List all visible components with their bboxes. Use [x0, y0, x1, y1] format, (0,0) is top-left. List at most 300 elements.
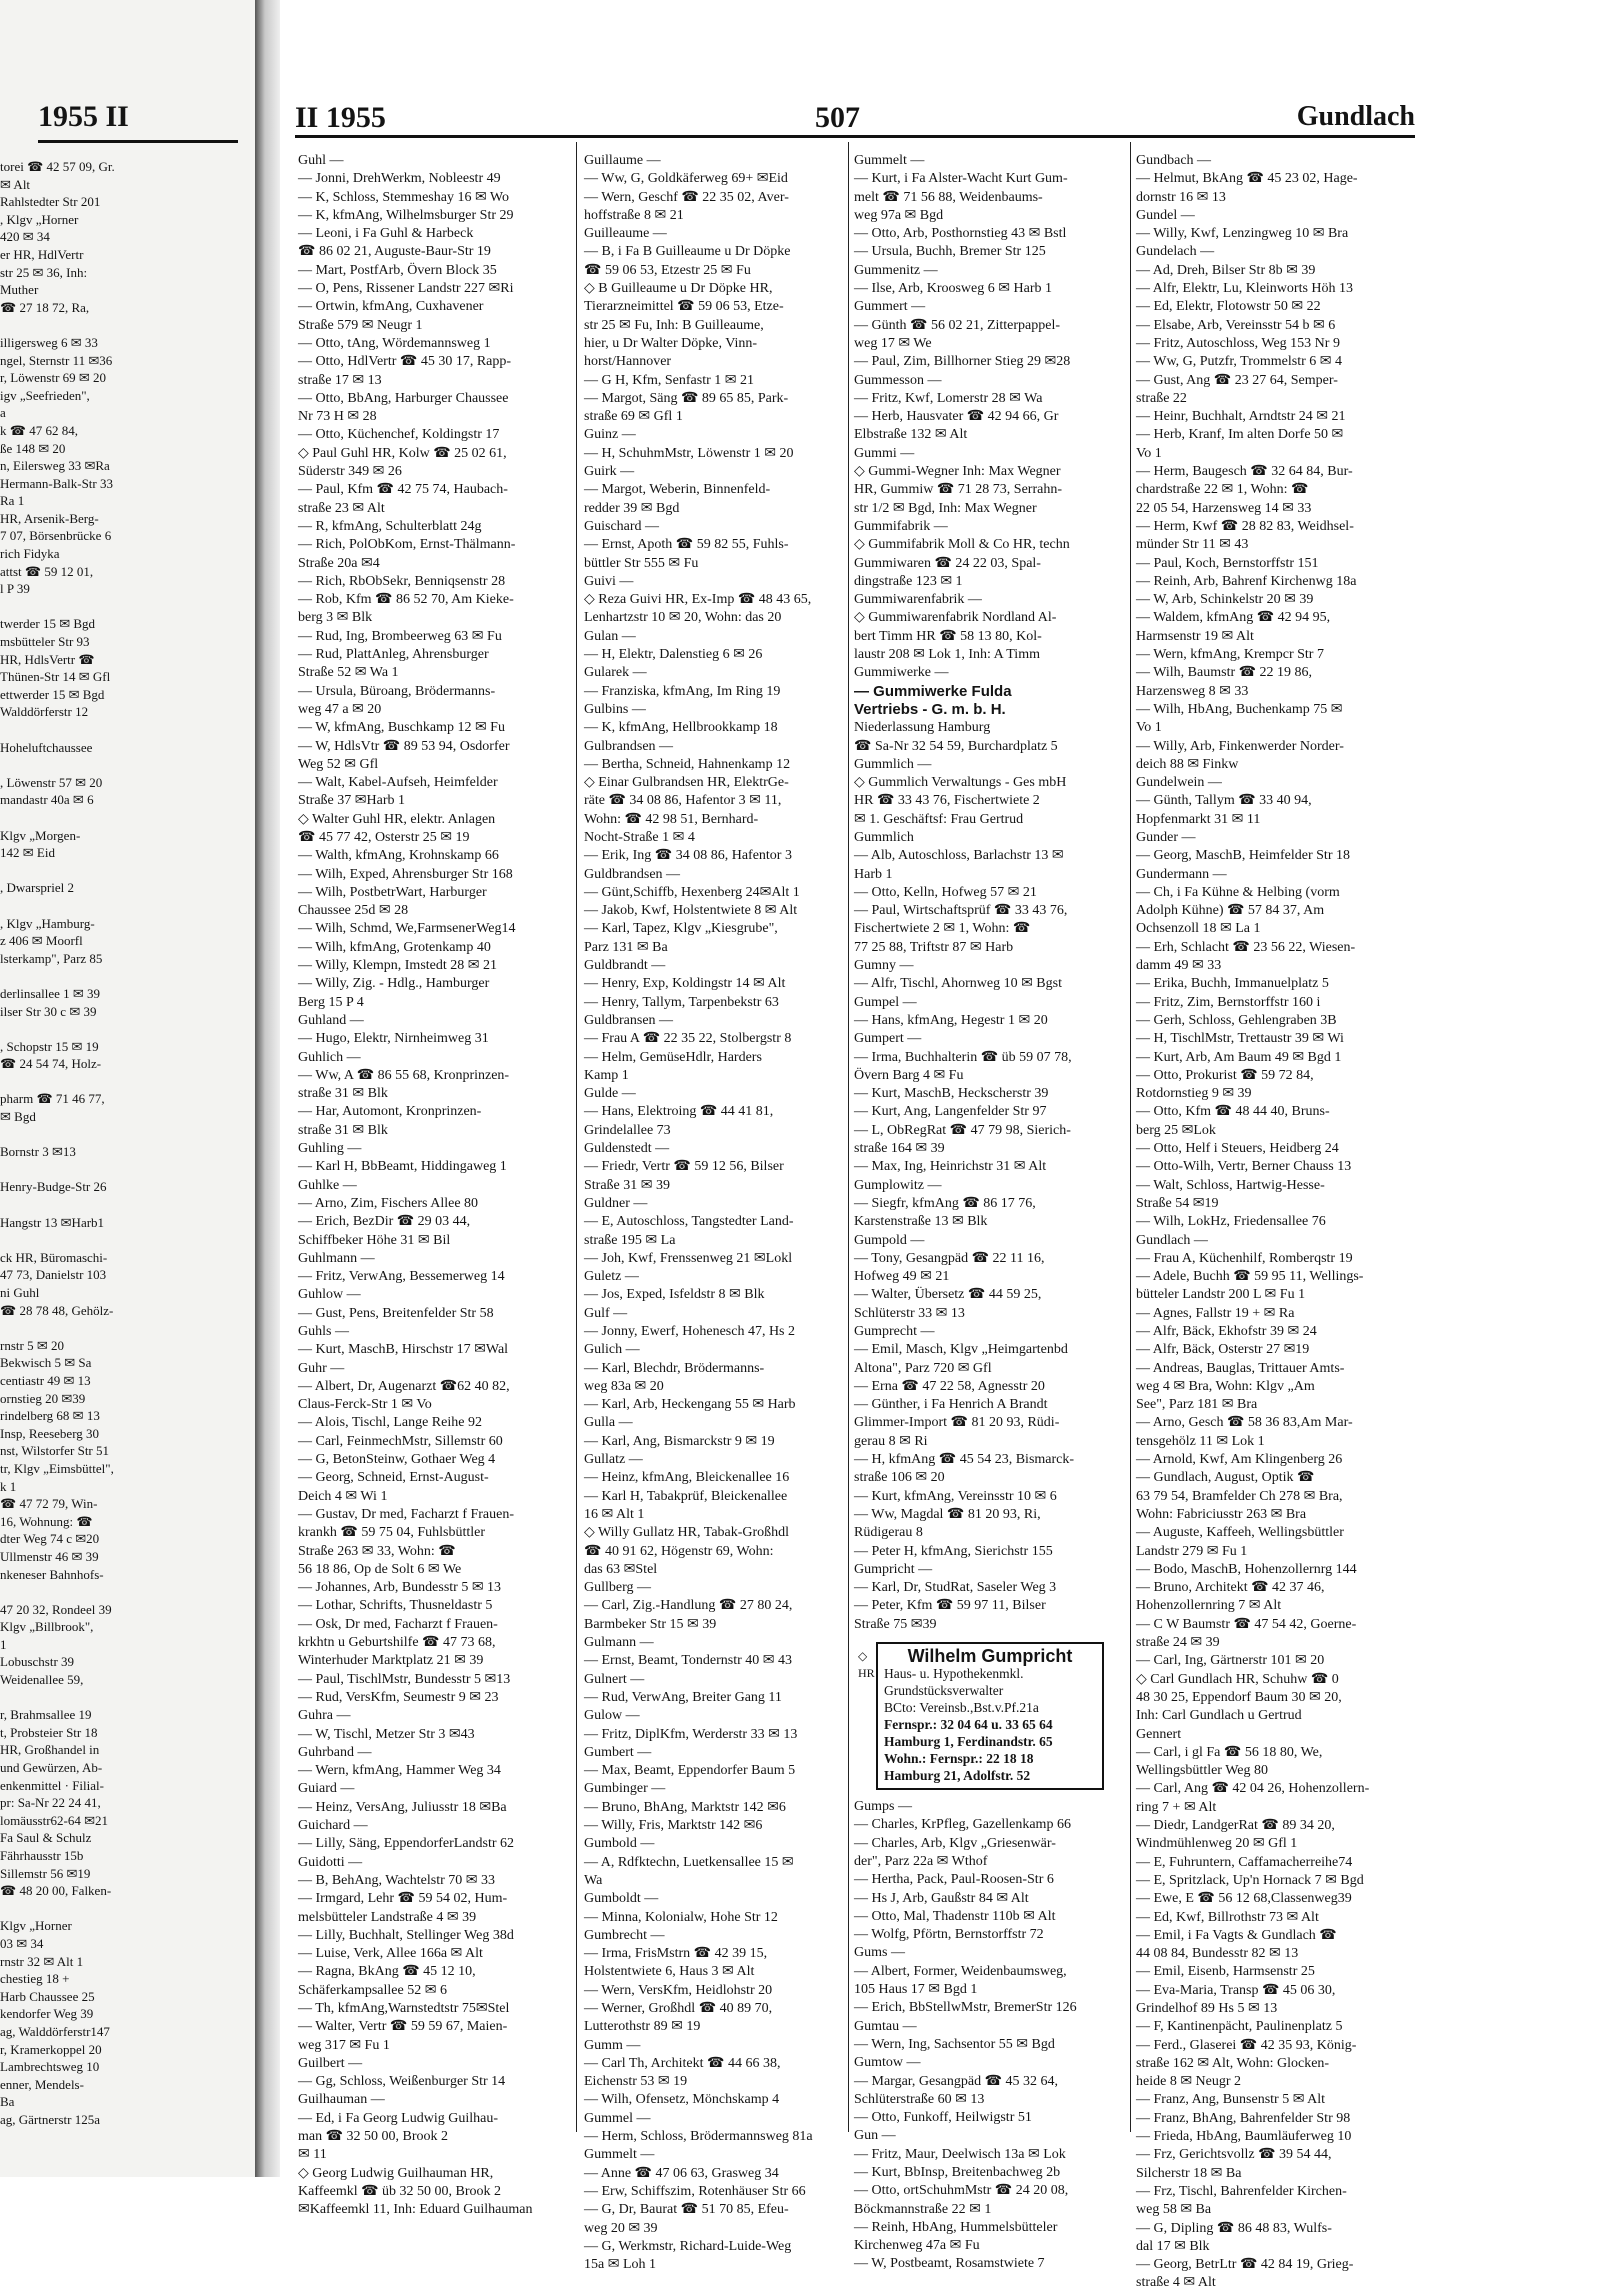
facing-page-line: Henry-Budge-Str 26: [0, 1179, 107, 1195]
directory-entry-line: — Albert, Former, Weidenbaumsweg,: [854, 1963, 1067, 1979]
directory-entry-line: — Ww, A ☎ 86 55 68, Kronprinzen-: [298, 1067, 510, 1083]
directory-entry-line: — Anne ☎ 47 06 63, Grasweg 34: [584, 2165, 779, 2181]
directory-entry-line: weg 97a ✉ Bgd: [854, 207, 944, 223]
facing-page-line: r, Kramerkoppel 20: [0, 2041, 102, 2057]
directory-entry-line: weg 47 a ✉ 20: [298, 701, 382, 717]
directory-entry-line: — Ursula, Buchh, Bremer Str 125: [854, 244, 1046, 260]
directory-entry-line: Fischertwiete 2 ✉ 1, Wohn: ☎: [854, 921, 1031, 937]
directory-column-1: [298, 152, 568, 2218]
directory-entry-line: Gumtow —: [854, 2055, 921, 2071]
directory-entry-line: — Har, Automont, Kronprinzen-: [298, 1104, 482, 1120]
directory-entry-line: Gumpricht —: [854, 1561, 933, 1577]
directory-entry-line: büttler Str 555 ✉ Fu: [584, 555, 699, 571]
facing-page-line: ✉ Alt: [0, 176, 31, 192]
directory-entry-line: — Mart, PostfArb, Övern Block 35: [298, 262, 497, 278]
directory-entry-line: Straße 54 ✉19: [1136, 1195, 1219, 1211]
directory-entry-line: — W, kfmAng, Buschkamp 12 ✉ Fu: [298, 720, 505, 736]
directory-entry-line: — Carl, Zig.-Handlung ☎ 27 80 24,: [584, 1598, 793, 1614]
directory-entry-line: Inh: Carl Gundlach u Gertrud: [1136, 1708, 1302, 1724]
facing-page-line: [0, 1689, 245, 1707]
directory-entry-line: — Walter, Vertr ☎ 59 59 67, Maien-: [298, 2019, 508, 2035]
ad-title: Wilhelm Gumpricht: [907, 1646, 1073, 1667]
directory-entry-line: — Peter H, kfmAng, Sierichstr 155: [854, 1543, 1053, 1559]
facing-page-line: Hoheluftchaussee: [0, 739, 93, 755]
facing-page-line: [0, 967, 245, 985]
directory-entry-line: — Charles, KrPfleg, Gazellenkamp 66: [854, 1817, 1071, 1833]
directory-entry-line: — W, Postbeamt, Rosamstwiete 7: [854, 2256, 1045, 2272]
facing-page-line: ck HR, Büromaschi-: [0, 1249, 108, 1265]
directory-entry-line: ☎ 45 77 42, Osterstr 25 ✉ 19: [298, 829, 470, 845]
directory-entry-line: — G, BetonSteinw, Gothaer Weg 4: [298, 1452, 496, 1468]
directory-entry-line: hier, u Dr Walter Döpke, Vinn-: [584, 335, 758, 351]
directory-entry-line: — Otto, Arb, Posthornstieg 43 ✉ Bstl: [854, 226, 1067, 242]
directory-entry-line: — Rob, Kfm ☎ 86 52 70, Am Kieke-: [298, 592, 514, 608]
directory-entry-line: — Adele, Buchh ☎ 59 95 11, Wellings-: [1136, 1269, 1364, 1285]
facing-page-line: pr: Sa-Nr 22 24 41,: [0, 1795, 101, 1811]
directory-entry-line: Gumpert —: [854, 1031, 922, 1047]
directory-entry-line: — Karl, Arb, Heckengang 55 ✉ Harb: [584, 1397, 796, 1413]
directory-entry-line: krkhtn u Geburtshilfe ☎ 47 73 68,: [298, 1635, 496, 1651]
directory-entry-line: — O, Pens, Rissener Landstr 227 ✉Ri: [298, 281, 514, 297]
directory-entry-line: — Bodo, MaschB, Hohenzollernrg 144: [1136, 1561, 1357, 1577]
directory-entry-line: ◇ Georg Ludwig Guilhauman HR,: [298, 2165, 494, 2181]
directory-entry-line: Straße 75 ✉39: [854, 1616, 937, 1632]
directory-entry-line: — Wilh, Baumstr ☎ 22 19 86,: [1136, 665, 1313, 681]
directory-entry-line: Weg 52 ✉ Gfl: [298, 756, 379, 772]
directory-entry-line: Gumm —: [584, 2037, 641, 2053]
directory-entry-line: — B, i Fa B Guilleaume u Dr Döpke: [584, 244, 791, 260]
directory-entry-line: 16 ✉ Alt 1: [584, 1506, 645, 1522]
directory-entry-line: — Ferd., Glaserei ☎ 42 35 93, König-: [1136, 2037, 1357, 2053]
directory-entry-line: Berg 15 P 4: [298, 994, 364, 1010]
directory-entry-line: — Wern, kfmAng, Hammer Weg 34: [298, 1763, 501, 1779]
facing-page-line: [0, 809, 245, 827]
directory-entry-line: Parz 131 ✉ Ba: [584, 939, 668, 955]
facing-page-line: ag, Walddörferstr147: [0, 2023, 110, 2039]
directory-entry-line: — Osk, Dr med, Facharzt f Frauen-: [298, 1616, 498, 1632]
directory-entry-line: — Arnold, Kwf, Am Klingenberg 26: [1136, 1452, 1343, 1468]
directory-entry-line: — Karl, Tapez, Klgv „Kiesgrube",: [584, 921, 778, 937]
facing-page-line: [0, 1583, 245, 1601]
facing-page-line: , Klgv „Hamburg-: [0, 915, 95, 931]
directory-entry-line: — Kurt, Ang, Langenfelder Str 97: [854, 1104, 1047, 1120]
directory-entry-line: Windmühlenweg 20 ✉ Gfl 1: [1136, 1836, 1298, 1852]
directory-entry-line: chardstraße 22 ✉ 1, Wohn: ☎: [1136, 482, 1309, 498]
directory-entry-line: — Hans, kfmAng, Hegestr 1 ✉ 20: [854, 1012, 1048, 1028]
facing-page-line: 47 20 32, Rondeel 39: [0, 1601, 112, 1617]
directory-entry-line: — Rud, Ing, Brombeerweg 63 ✉ Fu: [298, 628, 502, 644]
directory-entry-line: straße 23 ✉ Alt: [298, 500, 385, 516]
facing-page-line: Lambrechtsweg 10: [0, 2059, 100, 2075]
directory-entry-line: Guivi —: [584, 573, 634, 589]
directory-entry-line: Guinz —: [584, 427, 636, 443]
directory-entry-line: Gumtau —: [854, 2018, 917, 2034]
page-header: [295, 95, 1415, 138]
directory-entry-line: 15a ✉ Loh 1: [584, 2257, 656, 2273]
directory-entry-line: deich 88 ✉ Finkw: [1136, 756, 1239, 772]
facing-page-line: [0, 897, 245, 915]
directory-entry-line: ◇ B Guilleaume u Dr Döpke HR,: [584, 281, 773, 297]
directory-entry-line: Kaffeemkl ☎ üb 32 50 00, Brook 2: [298, 2183, 502, 2199]
directory-entry-line: — Diedr, LandgerRat ☎ 89 34 20,: [1136, 1818, 1335, 1834]
directory-entry-line: — Emil, i Fa Vagts & Gundlach ☎: [1136, 1927, 1337, 1943]
directory-entry-line: — Andreas, Bauglas, Trittauer Amts-: [1136, 1360, 1345, 1376]
directory-entry-line: Gulbins —: [584, 701, 646, 717]
directory-entry-line: Gumboldt —: [584, 1891, 659, 1907]
directory-entry-line: Harb 1: [854, 866, 893, 882]
directory-entry-line: Gulla —: [584, 1415, 633, 1431]
facing-page-line: 7 07, Börsenbrücke 6: [0, 528, 112, 544]
directory-entry-line: — Max, Ing, Heinrichstr 31 ✉ Alt: [854, 1159, 1047, 1175]
directory-entry-line: — Heinz, VersAng, Juliusstr 18 ✉Ba: [298, 1799, 507, 1815]
facing-page-line: ☎ 47 72 79, Win-: [0, 1496, 98, 1512]
directory-entry-line: Schiffbeker Höhe 31 ✉ Bil: [298, 1232, 451, 1248]
directory-entry-line: Silcherstr 18 ✉ Ba: [1136, 2165, 1242, 2181]
directory-entry-line: Gumpold —: [854, 1232, 925, 1248]
directory-entry-line: Guiard —: [298, 1781, 355, 1797]
directory-entry-line: Hohenzollernring 7 ✉ Alt: [1136, 1598, 1282, 1614]
directory-entry-line: Gulan —: [584, 628, 636, 644]
directory-entry-line: ✉ 1. Geschäftsf: Frau Gertrud: [854, 811, 1024, 827]
directory-column-2: [584, 152, 854, 2273]
facing-page-line: rnstr 32 ✉ Alt 1: [0, 1953, 84, 1969]
directory-entry-line: Gumprecht —: [854, 1324, 935, 1339]
directory-entry-line: Nr 73 H ✉ 28: [298, 409, 377, 425]
directory-entry-line: — Georg, Schneid, Ernst-August-: [298, 1470, 489, 1486]
directory-entry-line: Gumbinger —: [584, 1781, 666, 1797]
directory-entry-line: krankh ☎ 59 75 04, Fuhlsbüttler: [298, 1525, 485, 1541]
directory-entry-line: — Willy, Arb, Finkenwerder Norder-: [1136, 738, 1344, 754]
directory-entry-line: — Jonni, DrehWerkm, Nobleestr 49: [298, 171, 501, 187]
directory-entry-line: ◇ Carl Gundlach HR, Schuhw ☎ 0: [1136, 1671, 1339, 1687]
facing-page-line: 1: [0, 1636, 7, 1652]
directory-entry-line: 77 25 88, Triftstr 87 ✉ Harb: [854, 939, 1014, 955]
directory-entry-line: — Erw, Schiffszim, Rotenhäuser Str 66: [584, 2183, 806, 2199]
directory-entry-line: Rotdornstieg 9 ✉ 39: [1136, 1086, 1252, 1102]
facing-page-line: Hangstr 13 ✉Harb1: [0, 1214, 105, 1230]
directory-entry-line: ◇ Gummiwarenfabrik Nordland Al-: [854, 610, 1057, 626]
facing-page-line: ag, Gärtnerstr 125a: [0, 2111, 100, 2127]
directory-entry-line: HR, Gummiw ☎ 71 28 73, Serrahn-: [854, 482, 1062, 498]
directory-entry-line: straße 164 ✉ 39: [854, 1141, 945, 1157]
directory-entry-line: — Lilly, Buchhalt, Stellinger Weg 38d: [298, 1927, 514, 1943]
directory-entry-line: — Alfr, Elektr, Lu, Kleinworts Höh 13: [1136, 281, 1354, 297]
directory-entry-line: ☎ Sa-Nr 32 54 59, Burchardplatz 5: [854, 738, 1058, 754]
directory-entry-line: — Kurt, i Fa Alster-Wacht Kurt Gum-: [854, 171, 1068, 187]
facing-page-line: Ba: [0, 2094, 15, 2110]
directory-entry-line: Guilleaume —: [584, 226, 667, 242]
directory-entry-line: — Otto, Prokurist ☎ 59 72 84,: [1136, 1067, 1314, 1083]
directory-entry-line: ☎ 86 02 21, Auguste-Baur-Str 19: [298, 244, 491, 260]
facing-page-line: dter Weg 74 c ✉20: [0, 1531, 100, 1547]
directory-entry-line: Harmsenstr 19 ✉ Alt: [1136, 628, 1254, 644]
ad-marker: ◇ HR: [858, 1649, 875, 1681]
directory-entry-line: — W, Arb, Schinkelstr 20 ✉ 39: [1136, 592, 1314, 608]
directory-entry-line: — Wern, Ing, Sachsentor 55 ✉ Bgd: [854, 2036, 1055, 2052]
directory-entry-line: — Gustav, Dr med, Facharzt f Frauen-: [298, 1506, 515, 1522]
facing-page-line: , Klgv „Horner: [0, 211, 79, 227]
directory-entry-line: — H, SchuhmMstr, Löwenstr 1 ✉ 20: [584, 445, 794, 461]
facing-page-line: l P 39: [0, 581, 30, 597]
directory-entry-line: — Günth ☎ 56 02 21, Zitterpappel-: [854, 317, 1061, 333]
directory-entry-line: melt ☎ 71 56 88, Weidenbaums-: [854, 189, 1043, 205]
facing-page-line: [0, 1319, 245, 1337]
facing-page-line: t, Probsteier Str 18: [0, 1724, 98, 1740]
directory-entry-line: — Arno, Zim, Fischers Allee 80: [298, 1195, 479, 1211]
directory-entry-line: — A, Rdfktechn, Luetkensallee 15 ✉: [584, 1854, 794, 1870]
facing-page-line: Klgv „Horner: [0, 1918, 72, 1934]
ad-line: Fernspr.: 32 04 64 u. 33 65 64: [884, 1717, 1053, 1733]
directory-entry-line: berg 25 ✉Lok: [1136, 1122, 1216, 1138]
directory-entry-line: Schlüterstraße 60 ✉ 13: [854, 2091, 985, 2107]
directory-entry-line: Gummiwaren ☎ 24 22 03, Spal-: [854, 555, 1041, 571]
facing-page-line: nkeneser Bahnhofs-: [0, 1566, 104, 1582]
directory-entry-line: — Frz, Tischl, Bahrenfelder Kirchen-: [1136, 2183, 1347, 2199]
directory-entry-line: — Heinz, kfmAng, Bleickenallee 16: [584, 1470, 790, 1486]
directory-entry-line: — Otto, Kelln, Hofweg 57 ✉ 21: [854, 884, 1037, 900]
directory-entry-line: — Irmgard, Lehr ☎ 59 54 02, Hum-: [298, 1891, 508, 1907]
ad-line: Grundstücksverwalter: [884, 1683, 1004, 1699]
facing-page-line: 16, Wohnung: ☎: [0, 1513, 93, 1529]
facing-page-line: Ra 1: [0, 493, 25, 509]
directory-entry-line: — R, kfmAng, Schulterblatt 24g: [298, 518, 482, 534]
directory-entry-line: — Franz, Ang, Bunsenstr 5 ✉ Alt: [1136, 2092, 1326, 2108]
directory-entry-line: — Ed, Elektr, Flotowstr 50 ✉ 22: [1136, 299, 1321, 315]
directory-entry-line: — Siegfr, kfmAng ☎ 86 17 76,: [854, 1195, 1036, 1211]
directory-entry-line: Gunder —: [1136, 829, 1196, 845]
directory-entry-line: Guichard —: [298, 1818, 368, 1834]
directory-entry-line: — Wilh, Ofensetz, Mönchskamp 4: [584, 2092, 780, 2108]
directory-entry-line: — Kurt, Arb, Am Baum 49 ✉ Bgd 1: [1136, 1049, 1342, 1065]
directory-entry-line: — W, Tischl, Metzer Str 3 ✉43: [298, 1726, 475, 1742]
directory-entry-line: Straße 37 ✉Harb 1: [298, 793, 405, 809]
directory-entry-line: Altona", Parz 720 ✉ Gfl: [854, 1360, 992, 1376]
directory-entry-line: — H, Elektr, Dalenstieg 6 ✉ 26: [584, 647, 763, 663]
directory-entry-line: — Karl, Ang, Bismarckstr 9 ✉ 19: [584, 1433, 775, 1449]
directory-entry-line: Guhrband —: [298, 1744, 372, 1760]
directory-entry-line: ◇ Reza Guivi HR, Ex-Imp ☎ 48 43 65,: [584, 592, 812, 608]
column-rule: [576, 142, 577, 2132]
directory-entry-line: — Henry, Tallym, Tarpenbekstr 63: [584, 994, 779, 1010]
directory-entry-line: — Carl Th, Architekt ☎ 44 66 38,: [584, 2055, 781, 2071]
ad-line: Wohn.: Fernspr.: 22 18 18: [884, 1751, 1034, 1767]
directory-entry-line: Böckmannstraße 22 ✉ 1: [854, 2201, 992, 2217]
directory-entry-line: Guhls —: [298, 1324, 349, 1339]
directory-entry-line: — Wilh, kfmAng, Grotenkamp 40: [298, 939, 491, 955]
directory-entry-line: Guletz —: [584, 1269, 639, 1285]
directory-entry-line: dingstraße 123 ✉ 1: [854, 573, 963, 589]
facing-page-line: rich Fidyka: [0, 546, 60, 562]
page-number: 507: [815, 101, 860, 134]
directory-entry-line: Gummenitz —: [854, 262, 938, 278]
directory-entry-line: Gummel —: [584, 2110, 651, 2126]
directory-entry-line: — Wern, kfmAng, Krempcr Str 7: [1136, 647, 1324, 663]
directory-entry-line: horst/Hannover: [584, 354, 672, 370]
directory-entry-line: — K, kfmAng, Hellbrookkamp 18: [584, 720, 778, 736]
directory-entry-line: Straße 52 ✉ Wa 1: [298, 665, 399, 681]
directory-entry-line: ◇ Gummlich Verwaltungs - Ges mbH: [854, 775, 1067, 791]
directory-entry-line: ◇ Gummifabrik Moll & Co HR, techn: [854, 537, 1070, 553]
directory-entry-line: — Günther, i Fa Henrich A Brandt: [854, 1397, 1048, 1413]
directory-entry-line: — Fritz, VerwAng, Bessemerweg 14: [298, 1269, 505, 1285]
directory-entry-line: — Alfr, Bäck, Ekhofstr 39 ✉ 24: [1136, 1324, 1317, 1339]
facing-page-line: str 25 ✉ 36, Inh:: [0, 264, 88, 280]
facing-page-line: [0, 1196, 245, 1214]
directory-entry-line: Barmbeker Str 15 ✉ 39: [584, 1616, 717, 1632]
directory-entry-line: — Alois, Tischl, Lange Reihe 92: [298, 1415, 482, 1431]
facing-page-line: twerder 15 ✉ Bgd: [0, 616, 96, 632]
directory-entry-line: Elbstraße 132 ✉ Alt: [854, 427, 968, 443]
directory-entry-line: Gummlich: [854, 829, 914, 845]
directory-entry-line: bert Timm HR ☎ 58 13 80, Kol-: [854, 628, 1042, 644]
directory-entry-line: — Fritz, Maur, Deelwisch 13a ✉ Lok: [854, 2146, 1066, 2162]
directory-entry-line: Guldner —: [584, 1195, 648, 1211]
facing-page-line: Rahlstedter Str 201: [0, 194, 101, 210]
directory-entry-line: HR ☎ 33 43 76, Fischertwiete 2: [854, 793, 1040, 809]
facing-page-line: ngel, Sternstr 11 ✉36: [0, 352, 113, 368]
directory-entry-line: Gulow —: [584, 1708, 640, 1724]
directory-entry-line: — Henry, Exp, Koldingstr 14 ✉ Alt: [584, 976, 786, 992]
directory-entry-line: — Otto, tAng, Wördemannsweg 1: [298, 335, 491, 351]
directory-entry-line: Guldbrandsen —: [584, 866, 681, 882]
directory-entry-line: — B, BehAng, Wachtelstr 70 ✉ 33: [298, 1872, 495, 1888]
directory-entry-line: — Wilh, PostbetrWart, Harburger: [298, 884, 487, 900]
directory-entry-line: — Th, kfmAng,Warnstedtstr 75✉Stel: [298, 2000, 510, 2016]
directory-entry-line: — Rich, PolObKom, Ernst-Thälmann-: [298, 537, 516, 553]
directory-entry-line: melsbütteler Landstraße 4 ✉ 39: [298, 1909, 477, 1925]
directory-entry-line: — Karl, Blechdr, Brödermanns-: [584, 1360, 765, 1376]
directory-entry-line: — W, HdlsVtr ☎ 89 53 94, Osdorfer: [298, 738, 510, 754]
directory-entry-line: Harzensweg 8 ✉ 33: [1136, 683, 1249, 699]
directory-entry-line: — E, Spritzlack, Up'n Hornack 7 ✉ Bgd: [1136, 1872, 1364, 1888]
directory-entry-line: — Frz, Gerichtsvollz ☎ 39 54 44,: [1136, 2147, 1332, 2163]
facing-page-line: [0, 756, 245, 774]
facing-page-line: r, Brahmsallee 19: [0, 1707, 92, 1723]
directory-entry-line: — Ilse, Arb, Kroosweg 6 ✉ Harb 1: [854, 281, 1052, 297]
facing-page-line: r, Löwenstr 69 ✉ 20: [0, 370, 107, 386]
directory-entry-line: — Margar, Gesangpäd ☎ 45 32 64,: [854, 2073, 1059, 2089]
directory-entry-line: — Frau A ☎ 22 35 22, Stolbergstr 8: [584, 1031, 792, 1047]
directory-entry-line: — Gg, Schloss, Weißenburger Str 14: [298, 2074, 506, 2090]
facing-page-line: 47 73, Danielstr 103: [0, 1267, 107, 1283]
directory-entry-line: str 1/2 ✉ Bgd, Inh: Max Wegner: [854, 500, 1037, 516]
directory-entry-line: Guischard —: [584, 518, 660, 534]
directory-entry-line: — Fritz, DiplKfm, Werderstr 33 ✉ 13: [584, 1726, 798, 1742]
facing-page-line: illigersweg 6 ✉ 33: [0, 334, 98, 350]
directory-entry-line: — Otto, Mal, Thadenstr 110b ✉ Alt: [854, 1908, 1056, 1924]
directory-entry-line: — Jakob, Kwf, Holstentwiete 8 ✉ Alt: [584, 903, 798, 919]
directory-entry-line: Gun —: [854, 2128, 896, 2144]
directory-entry-line: ✉Kaffeemkl 11, Inh: Eduard Guilhauman: [298, 2202, 533, 2218]
facing-page-line: [0, 1073, 245, 1091]
directory-entry-line: — Herb, Kranf, Im alten Dorfe 50 ✉: [1136, 427, 1344, 443]
directory-column-3: [854, 152, 1124, 2272]
directory-entry-line: — Wilh, HbAng, Buchenkamp 75 ✉: [1136, 701, 1343, 717]
directory-entry-line: Guhl —: [298, 153, 344, 168]
facing-page: [0, 0, 258, 2177]
facing-page-line: ☎ 28 78 48, Gehölz-: [0, 1302, 114, 1318]
directory-entry-line: Guhling —: [298, 1141, 362, 1157]
facing-page-line: , Schopstr 15 ✉ 19: [0, 1038, 99, 1054]
facing-page-line: [0, 1900, 245, 1918]
directory-entry-line: Karstenstraße 13 ✉ Blk: [854, 1214, 988, 1230]
directory-entry-line: Gummi —: [854, 445, 915, 461]
directory-entry-line: straße 69 ✉ Gfl 1: [584, 409, 683, 425]
directory-entry-line: Wa: [584, 1872, 603, 1888]
facing-page-line: k 1: [0, 1478, 17, 1494]
facing-page-line: pharm ☎ 71 46 77,: [0, 1091, 105, 1107]
facing-page-line: Ullmenstr 46 ✉ 39: [0, 1548, 99, 1564]
directory-entry-line: Vo 1: [1136, 720, 1162, 736]
facing-page-line: , Löwenstr 57 ✉ 20: [0, 774, 103, 790]
directory-entry-line: — Hs J, Arb, Gaußstr 84 ✉ Alt: [854, 1890, 1029, 1906]
facing-page-line: ☎ 27 18 72, Ra,: [0, 299, 90, 315]
directory-entry-line: — Max, Beamt, Eppendorfer Baum 5: [584, 1763, 796, 1779]
facing-page-line: HR, Großhandel in: [0, 1742, 100, 1758]
directory-entry-line: Kirchenweg 47a ✉ Fu: [854, 2238, 980, 2254]
facing-page-line: nst, Wilstorfer Str 51: [0, 1443, 110, 1459]
directory-entry-line: Gummelt —: [584, 2147, 655, 2163]
directory-entry-line: Hofweg 49 ✉ 21: [854, 1269, 950, 1285]
directory-entry-line: Gummert —: [854, 299, 926, 315]
directory-entry-line: laustr 208 ✉ Lok 1, Inh: A Timm: [854, 647, 1040, 663]
directory-entry-line: 44 08 84, Bundesstr 82 ✉ 13: [1136, 1946, 1299, 1962]
directory-entry-line: — Emil, Eisenb, Harmsenstr 25: [1136, 1964, 1315, 1980]
directory-entry-line: str 25 ✉ Fu, Inh: B Guilleaume,: [584, 317, 764, 333]
directory-entry-line: Vo 1: [1136, 445, 1162, 461]
directory-entry-line: Tierarzneimittel ☎ 59 06 53, Etze-: [584, 299, 784, 315]
directory-entry-line: — Wern, VersKfm, Heidlohstr 20: [584, 1982, 773, 1998]
facing-page-line: [0, 316, 245, 334]
directory-entry-line: — Ernst, Beamt, Tondernstr 40 ✉ 43: [584, 1653, 793, 1669]
facing-page-line: Muther: [0, 282, 39, 298]
directory-entry-line: Guhlmann —: [298, 1250, 375, 1266]
directory-entry-line: — Kurt, kfmAng, Vereinsstr 10 ✉ 6: [854, 1488, 1057, 1504]
directory-entry-line: — Ernst, Apoth ☎ 59 82 55, Fuhls-: [584, 537, 789, 553]
directory-entry-line: weg 58 ✉ Ba: [1136, 2202, 1212, 2218]
directory-entry-line: — Alb, Autoschloss, Barlachstr 13 ✉: [854, 848, 1064, 864]
facing-page-line: Hermann-Balk-Str 33: [0, 475, 114, 491]
directory-entry-line: — H, kfmAng ☎ 45 54 23, Bismarck-: [854, 1452, 1075, 1468]
directory-entry-line: — Erna ☎ 47 22 58, Agnesstr 20: [854, 1378, 1045, 1394]
directory-entry-line: — Georg, MaschB, Heimfelder Str 18: [1136, 848, 1350, 864]
directory-entry-line: — F, Kantinenpächt, Paulinenplatz 5: [1136, 2019, 1343, 2035]
directory-entry-line: — Herm, Schloss, Brödermannsweg 81a: [584, 2129, 813, 2145]
facing-page-line: und Gewürzen, Ab-: [0, 1760, 103, 1776]
directory-entry-line: Grindelallee 73: [584, 1122, 671, 1138]
directory-entry-line: — Charles, Arb, Klgv „Griesenwär-: [854, 1835, 1056, 1851]
directory-entry-line: — E, Autoschloss, Tangstedter Land-: [584, 1214, 794, 1230]
facing-page-line: Thünen-Str 14 ✉ Gfl: [0, 669, 111, 685]
directory-entry-line: — Heinr, Buchhalt, Arndtstr 24 ✉ 21: [1136, 409, 1346, 425]
directory-entry-line: Glimmer-Import ☎ 81 20 93, Rüdi-: [854, 1415, 1060, 1431]
directory-column-4: [1136, 152, 1418, 2291]
directory-entry-line: Schäferkampsallee 52 ✉ 6: [298, 1982, 447, 1998]
facing-page-line: [0, 1126, 245, 1144]
header-year: II 1955: [295, 101, 386, 134]
directory-entry-line: Gundbach —: [1136, 153, 1212, 168]
directory-entry-line: damm 49 ✉ 33: [1136, 958, 1222, 974]
directory-entry-line: Straße 579 ✉ Neugr 1: [298, 317, 423, 333]
directory-entry-line: der", Parz 22a ✉ Wthof: [854, 1853, 988, 1869]
directory-entry-line: weg 83a ✉ 20: [584, 1378, 664, 1394]
directory-entry-line: — Reinh, HbAng, Hummelsbütteler: [854, 2219, 1058, 2235]
directory-entry-line: — Ch, i Fa Kühne & Helbing (vorm: [1136, 884, 1340, 900]
directory-entry-line: — Carl, Ing, Gärtnerstr 101 ✉ 20: [1136, 1653, 1325, 1669]
directory-entry-line: — Frieda, HbAng, Baumläuferweg 10: [1136, 2129, 1352, 2145]
facing-page-line: [0, 1231, 245, 1249]
directory-entry-line: ◇ Walter Guhl HR, elektr. Anlagen: [298, 811, 496, 827]
